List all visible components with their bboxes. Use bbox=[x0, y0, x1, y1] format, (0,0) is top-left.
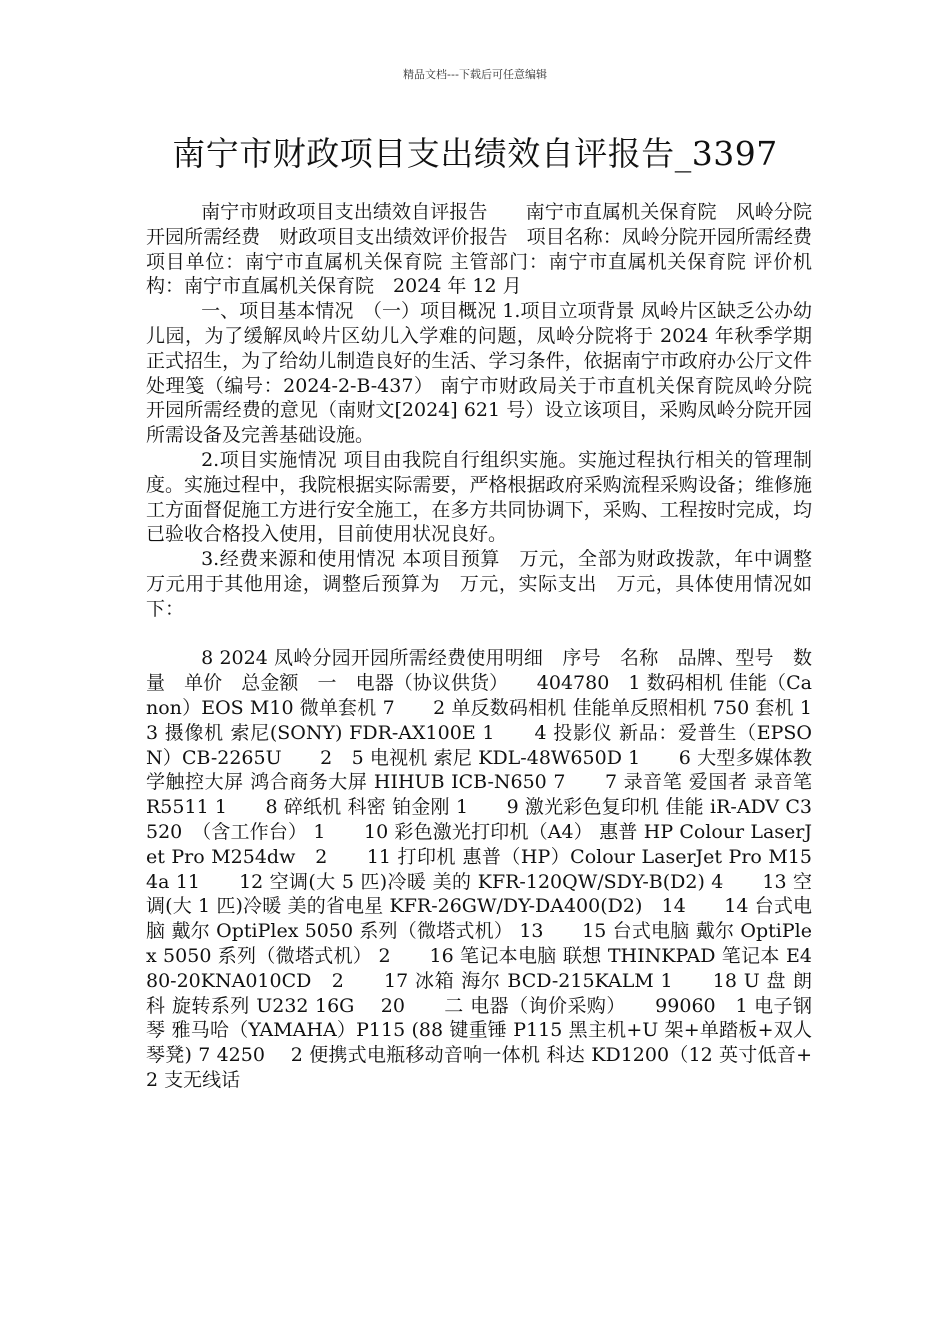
header-note: 精品文档---下载后可任意编辑 bbox=[403, 68, 547, 81]
paragraph-project-overview: 一、项目基本情况 （一）项目概况 1.项目立项背景 凤岭片区缺乏公办幼儿园，为了缓解凤岭片区幼儿入学难的问题，凤岭分院将于 2024 年秋季学期正式招生，为了给幼儿制造良好的生活、学习条件，依据南宁市政府办公厅文件处理笺（编号：2024-2-B-437） 南宁市财政局关于市直机关保育院凤岭分院开园所需经费的意见（南财文[2024] 621 号）设立该项目，采购凤岭分院开园所需设备及完善基础设施。 bbox=[146, 300, 812, 447]
document-title: 南宁市财政项目支出绩效自评报告_3397 bbox=[172, 134, 778, 173]
paragraph-expense-details: 8 2024 凤岭分园开园所需经费使用明细 序号 名称 品牌、型号 数量 单价 总金额 一 电器（协议供货） 404780 1 数码相机 佳能（Canon）EOS M10 微单套机 7 2 单反数码相机 佳能单反照相机 750 套机 1 3 摄像机 索尼(SONY) FDR-AX100E 1 4 投影仪 新品：爱普生（EPSON）CB-2265U 2 5 电视机 索尼 KDL-48W650D 1 6 大型多媒体教学触控大屏 鸿合商务大屏 HIHUB ICB-N650 7 7 录音笔 爱国者 录音笔 R5511 1 8 碎纸机 科密 铂金刚 1 9 激光彩色复印机 佳能 iR-ADV C3520 （含工作台） 1 10 彩色激光打印机（A4） 惠普 HP Colour LaserJet Pro M254dw 2 11 打印机 惠普（HP）Colour LaserJet Pro M154a 11 12 空调(大 5 匹)冷暖 美的 KFR-120QW/SDY-B(D2) 4 13 空调(大 1 匹)冷暖 美的省电星 KFR-26GW/DY-DA400(D2) 14 14 台式电脑 戴尔 OptiPlex 5050 系列（微塔式机） 13 15 台式电脑 戴尔 OptiPlex 5050 系列（微塔式机） 2 16 笔记本电脑 联想 THINKPAD 笔记本 E480-20KNA010CD 2 17 冰箱 海尔 BCD-215KALM 1 18 U 盘 朗科 旋转系列 U232 16G 20 二 电器（询价采购） 99060 1 电子钢琴 雅马哈（YAMAHA）P115 (88 键重锤 P115 黑主机+U 架+单踏板+双人琴凳) 7 4250 2 便携式电瓶移动音响一体机 科达 KD1200（12 英寸低音+2 支无线话 bbox=[146, 647, 851, 1091]
paragraph-cover-info: 南宁市财政项目支出绩效自评报告 南宁市直属机关保育院 风岭分院开园所需经费 财政项目支出绩效评价报告 项目名称：凤岭分院开园所需经费 项目单位：南宁市直属机关保育院 主管部门：南宁市直属机关保育院 评价机构：南宁市直属机关保育院 2024 年 12 月 bbox=[146, 201, 832, 298]
paragraph-implementation: 2.项目实施情况 项目由我院自行组织实施。实施过程执行相关的管理制度。实施过程中，我院根据实际需要，严格根据政府采购流程采购设备；维修施工方面督促施工方进行安全施工，在多方共同协调下，采购、工程按时完成，均已验收合格投入使用，目前使用状况良好。 bbox=[146, 448, 812, 546]
paragraph-funding: 3.经费来源和使用情况 本项目预算 万元，全部为财政拨款，年中调整 万元用于其他用途，调整后预算为 万元，实际支出 万元，具体使用情况如下： bbox=[146, 548, 832, 620]
document-body bbox=[146, 200, 851, 1093]
